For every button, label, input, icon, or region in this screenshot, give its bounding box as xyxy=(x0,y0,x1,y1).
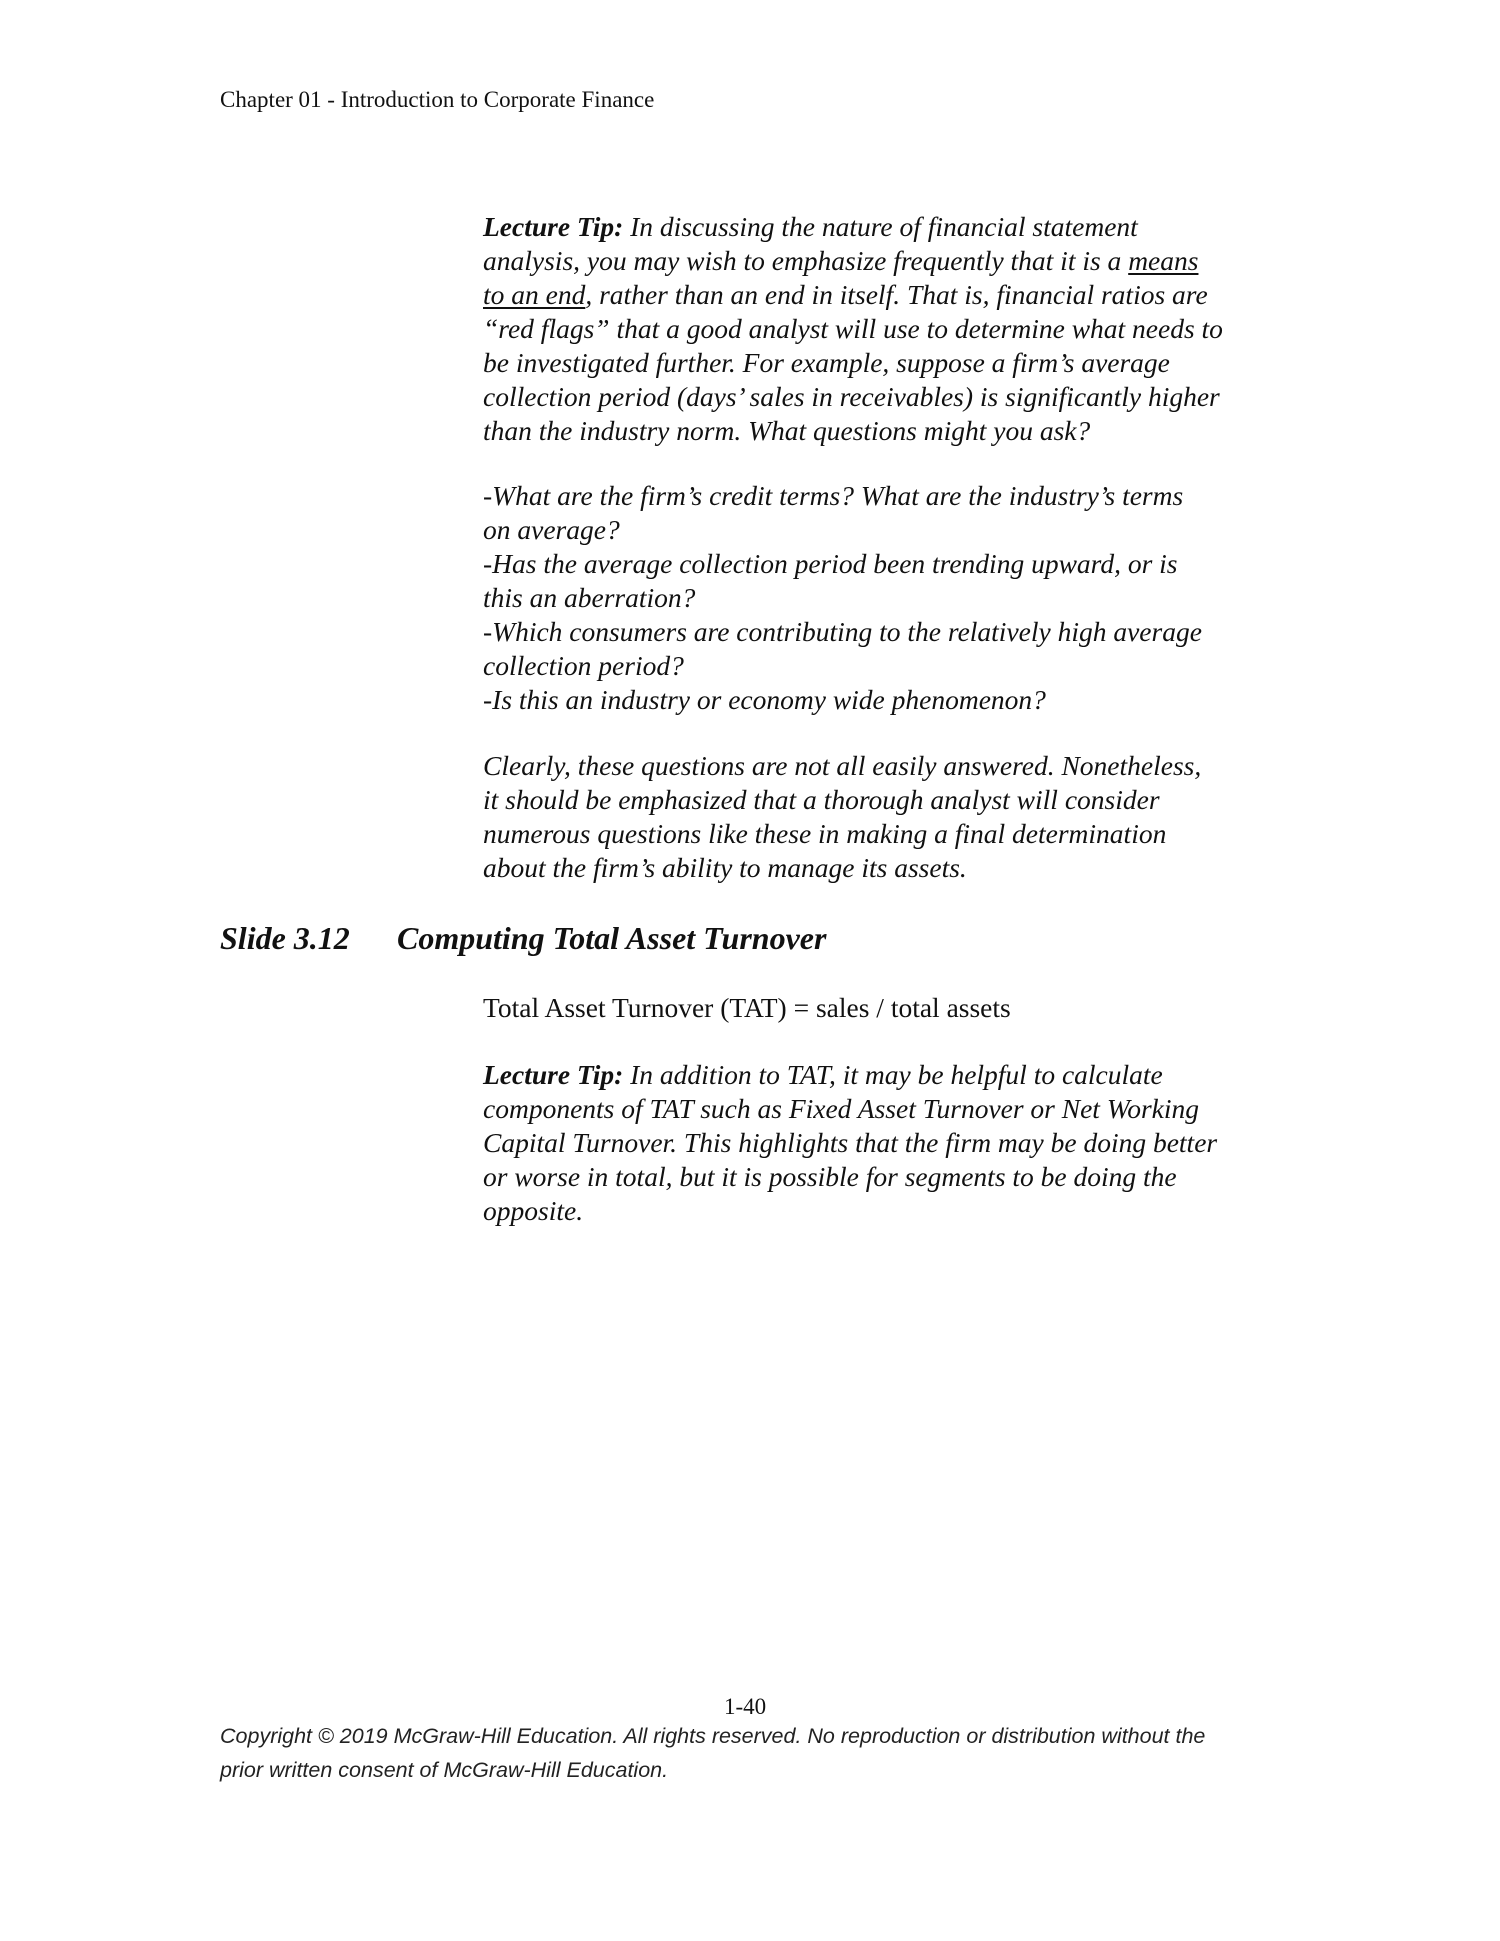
question-line: -Is this an industry or economy wide phenomenon? xyxy=(483,684,1046,715)
slide-heading xyxy=(220,919,826,957)
closing-line: about the firm’s ability to manage its assets. xyxy=(483,852,967,883)
tip-line: opposite. xyxy=(483,1195,584,1226)
closing-line: it should be emphasized that a thorough analyst will consider xyxy=(483,784,1160,815)
underlined-emphasis: to an end xyxy=(483,279,586,310)
copyright-line: Copyright © 2019 McGraw-Hill Education. All rights reserved. No reproduction or distribution without the xyxy=(220,1724,1206,1748)
question-line: -Has the average collection period been trending upward, or is xyxy=(483,548,1178,579)
slide-number: Slide 3.12 xyxy=(220,920,350,956)
question-line: this an aberration? xyxy=(483,582,696,613)
closing-paragraph xyxy=(483,749,1303,885)
page-number: 1-40 xyxy=(724,1694,767,1719)
tip-line: than the industry norm. What questions might you ask? xyxy=(483,415,1091,446)
tip-line: or worse in total, but it is possible for segments to be doing the xyxy=(483,1161,1177,1192)
tip-line xyxy=(483,1058,1303,1092)
tip-text: In addition to TAT, it may be helpful to calculate xyxy=(623,1059,1163,1090)
running-header: Chapter 01 - Introduction to Corporate Finance xyxy=(220,87,655,112)
tip-line: be investigated further. For example, suppose a firm’s average xyxy=(483,347,1170,378)
copyright-line: prior written consent of McGraw-Hill Education. xyxy=(220,1758,669,1782)
tip-line xyxy=(483,210,1303,244)
tip-text: In discussing the nature of financial statement xyxy=(623,211,1138,242)
closing-line: numerous questions like these in making a final determination xyxy=(483,818,1167,849)
question-line: -What are the firm’s credit terms? What are the industry’s terms xyxy=(483,480,1184,511)
tip-line xyxy=(483,244,1303,278)
lecture-tip-discussion xyxy=(483,210,1303,448)
underlined-emphasis: means xyxy=(1128,245,1199,276)
copyright-notice xyxy=(220,1719,1320,1787)
lecture-tip-label: Lecture Tip: xyxy=(483,211,624,242)
lecture-tip-tat xyxy=(483,1058,1303,1228)
lecture-tip-label: Lecture Tip: xyxy=(483,1059,624,1090)
tip-line: “red flags” that a good analyst will use to determine what needs to xyxy=(483,313,1223,344)
closing-line: Clearly, these questions are not all easily answered. Nonetheless, xyxy=(483,750,1202,781)
tip-line: Capital Turnover. This highlights that the firm may be doing better xyxy=(483,1127,1218,1158)
question-line: collection period? xyxy=(483,650,684,681)
tip-text: , rather than an end in itself. That is, financial ratios are xyxy=(585,279,1208,310)
tip-text: analysis, you may wish to emphasize frequently that it is a xyxy=(483,245,1129,276)
tip-line xyxy=(483,278,1303,312)
question-list xyxy=(483,479,1303,717)
slide-title: Computing Total Asset Turnover xyxy=(397,920,827,956)
tip-line: collection period (days’ sales in receivables) is significantly higher xyxy=(483,381,1220,412)
formula: Total Asset Turnover (TAT) = sales / total assets xyxy=(483,992,1011,1023)
question-line: on average? xyxy=(483,514,620,545)
question-line: -Which consumers are contributing to the relatively high average xyxy=(483,616,1202,647)
tip-line: components of TAT such as Fixed Asset Turnover or Net Working xyxy=(483,1093,1200,1124)
